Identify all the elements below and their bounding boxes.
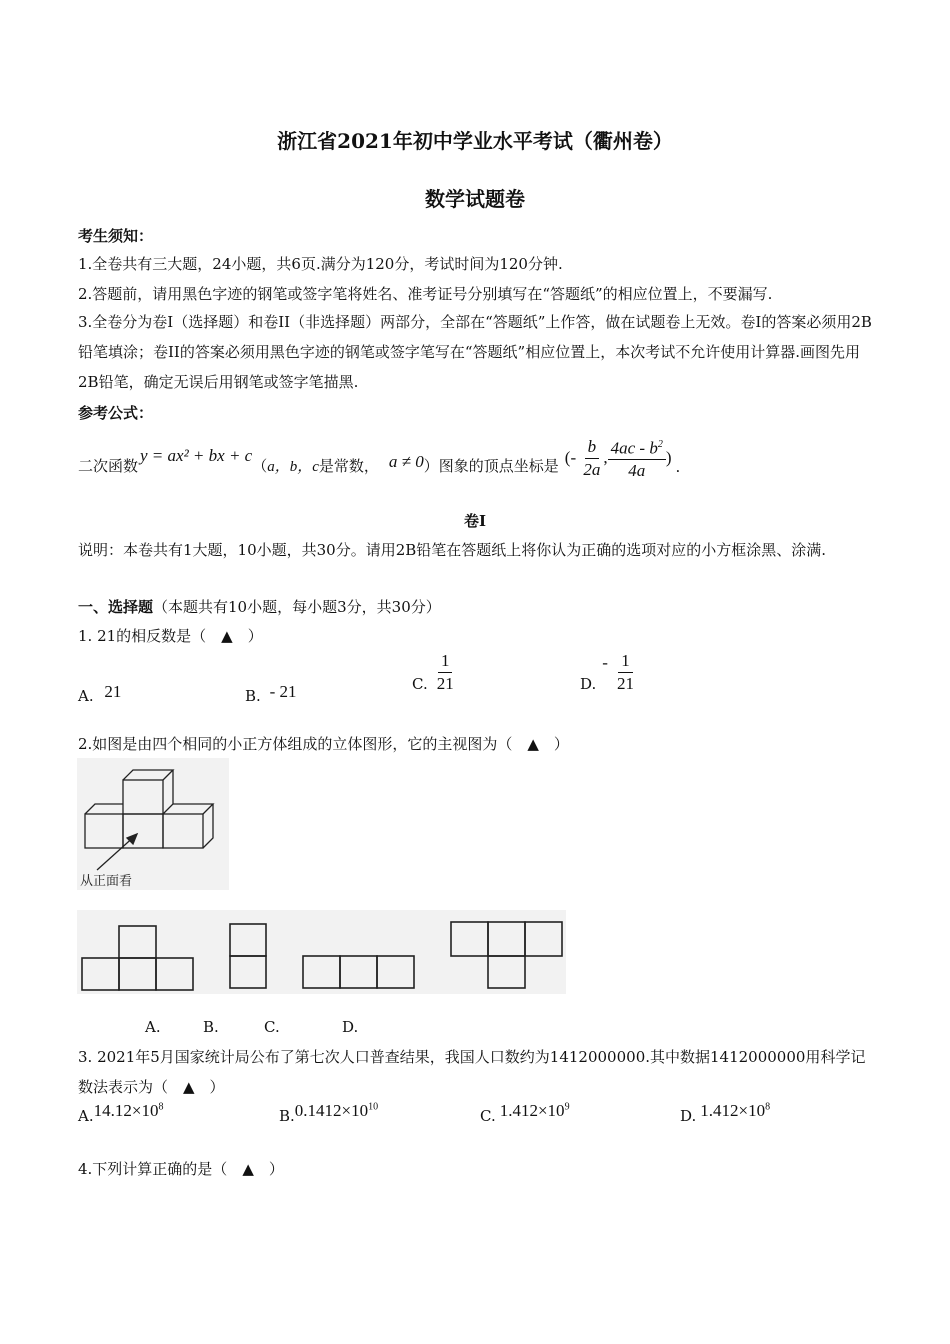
option-fraction (614, 650, 637, 695)
page-title: 浙江省2021年初中学业水平考试（衢州卷） (277, 129, 673, 153)
formula-condition: a ≠ 0 (388, 452, 424, 471)
formula-end: . (675, 458, 681, 476)
q3-option-c[interactable] (480, 1101, 570, 1126)
formula-line (78, 428, 680, 488)
option-label: D. (680, 1107, 697, 1125)
figure-caption: 从正面看 (80, 874, 133, 889)
front-views-drawing (77, 910, 566, 994)
q2-solid-figure (77, 758, 229, 890)
q1-stem: 1. 21的相反数是（ ▲ ） (78, 627, 263, 645)
q1-option-a[interactable] (78, 682, 122, 706)
option-label: A. (78, 687, 94, 705)
q4-stem: 4.下列计算正确的是（ ▲ ） (78, 1160, 284, 1178)
formula-constant: 是常数， (318, 456, 379, 475)
q1-option-d[interactable] (580, 650, 637, 695)
formula-vars: a，b，c (267, 458, 319, 475)
q2-option-b[interactable]: B. (203, 1018, 219, 1036)
option-label: D. (580, 675, 597, 693)
q3-option-d[interactable] (680, 1101, 771, 1126)
notice-heading: 考生须知： (78, 227, 154, 245)
option-label: C. (480, 1107, 496, 1125)
q3-option-a[interactable] (78, 1101, 164, 1126)
q2-stem: 2.如图是由四个相同的小正方体组成的立体图形，它的主视图为（ ▲ ） (78, 735, 569, 753)
cube-stack-drawing (77, 758, 229, 890)
formula-vertex: (- $\frac{b}{2a}$ , $\frac{4ac - b^2}{4a}$ ) (565, 434, 672, 483)
part-label: 一、选择题 (78, 598, 154, 616)
formula-heading: 参考公式： (78, 404, 154, 422)
option-value: $1.412\times 10^9$ (499, 1101, 570, 1120)
option-label: A. (78, 1107, 94, 1125)
section-description: 说明：本卷共有1大题，10小题，共30分。请用2B铅笔在答题纸上将你认为正确的选项对应的小方框涂黑、涂满. (78, 541, 827, 559)
option-label: B. (279, 1107, 295, 1125)
formula-equation: y = ax² + bx + c (140, 446, 253, 465)
option-value: - 21 (269, 682, 297, 701)
notice-item-2: 2.答题前，请用黑色字迹的钢笔或签字笔将姓名、准考证号分别填写在“答题纸”的相应位置上，不要漏写. (78, 285, 773, 303)
q3-stem: 3. 2021年5月国家统计局公布了第七次人口普查结果，我国人口数约为1412000000.其中数据1412000000用科学记数法表示为（ ▲ ） (78, 1048, 866, 1096)
part-note: （本题共有10小题，每小题3分，共30分） (153, 598, 441, 616)
page-subtitle: 数学试题卷 (425, 187, 525, 211)
q2-option-d[interactable]: D. (342, 1018, 359, 1036)
formula-prefix: 二次函数 (78, 456, 139, 475)
q2-options-figure (77, 910, 566, 994)
fraction-numerator: 1 (618, 650, 633, 673)
formula-mid: 图象的顶点坐标是 (438, 456, 559, 475)
option-value: $1.412\times 10^8$ (700, 1101, 771, 1120)
section-title: 卷I (463, 512, 487, 530)
part-heading (78, 596, 441, 617)
option-fraction (434, 650, 457, 695)
option-value: $0.1412\times 10^{10}$ (294, 1101, 379, 1120)
formula-paren-open: （ (252, 456, 268, 475)
option-sign: - (602, 653, 608, 672)
option-label: B. (245, 687, 261, 705)
q1-option-c[interactable] (412, 650, 457, 695)
fraction-denominator: 21 (436, 674, 454, 693)
q2-option-a[interactable]: A. (145, 1018, 161, 1036)
fraction-denominator: 21 (616, 674, 634, 693)
formula-paren-close: ） (423, 456, 439, 475)
q3-option-b[interactable] (279, 1101, 379, 1126)
option-label: C. (412, 675, 428, 693)
fraction-numerator: 1 (438, 650, 453, 673)
q2-option-c[interactable]: C. (264, 1018, 280, 1036)
notice-item-1: 1.全卷共有三大题，24小题，共6页.满分为120分，考试时间为120分钟. (78, 255, 563, 273)
notice-item-3: 3.全卷分为卷I（选择题）和卷II（非选择题）两部分，全部在“答题纸”上作答，做在试题卷上无效。卷I的答案必须用2B铅笔填涂；卷II的答案必须用黑色字迹的钢笔或签字笔写在“答题纸”相应位置上，本次考试不允许使用计算器.画图先用2B铅笔，确定无误后用钢笔或签字笔描黑. (78, 313, 872, 391)
option-value: $14.12\times 10^8$ (93, 1101, 164, 1120)
option-value: 21 (104, 682, 122, 701)
q1-option-b[interactable] (245, 682, 297, 706)
